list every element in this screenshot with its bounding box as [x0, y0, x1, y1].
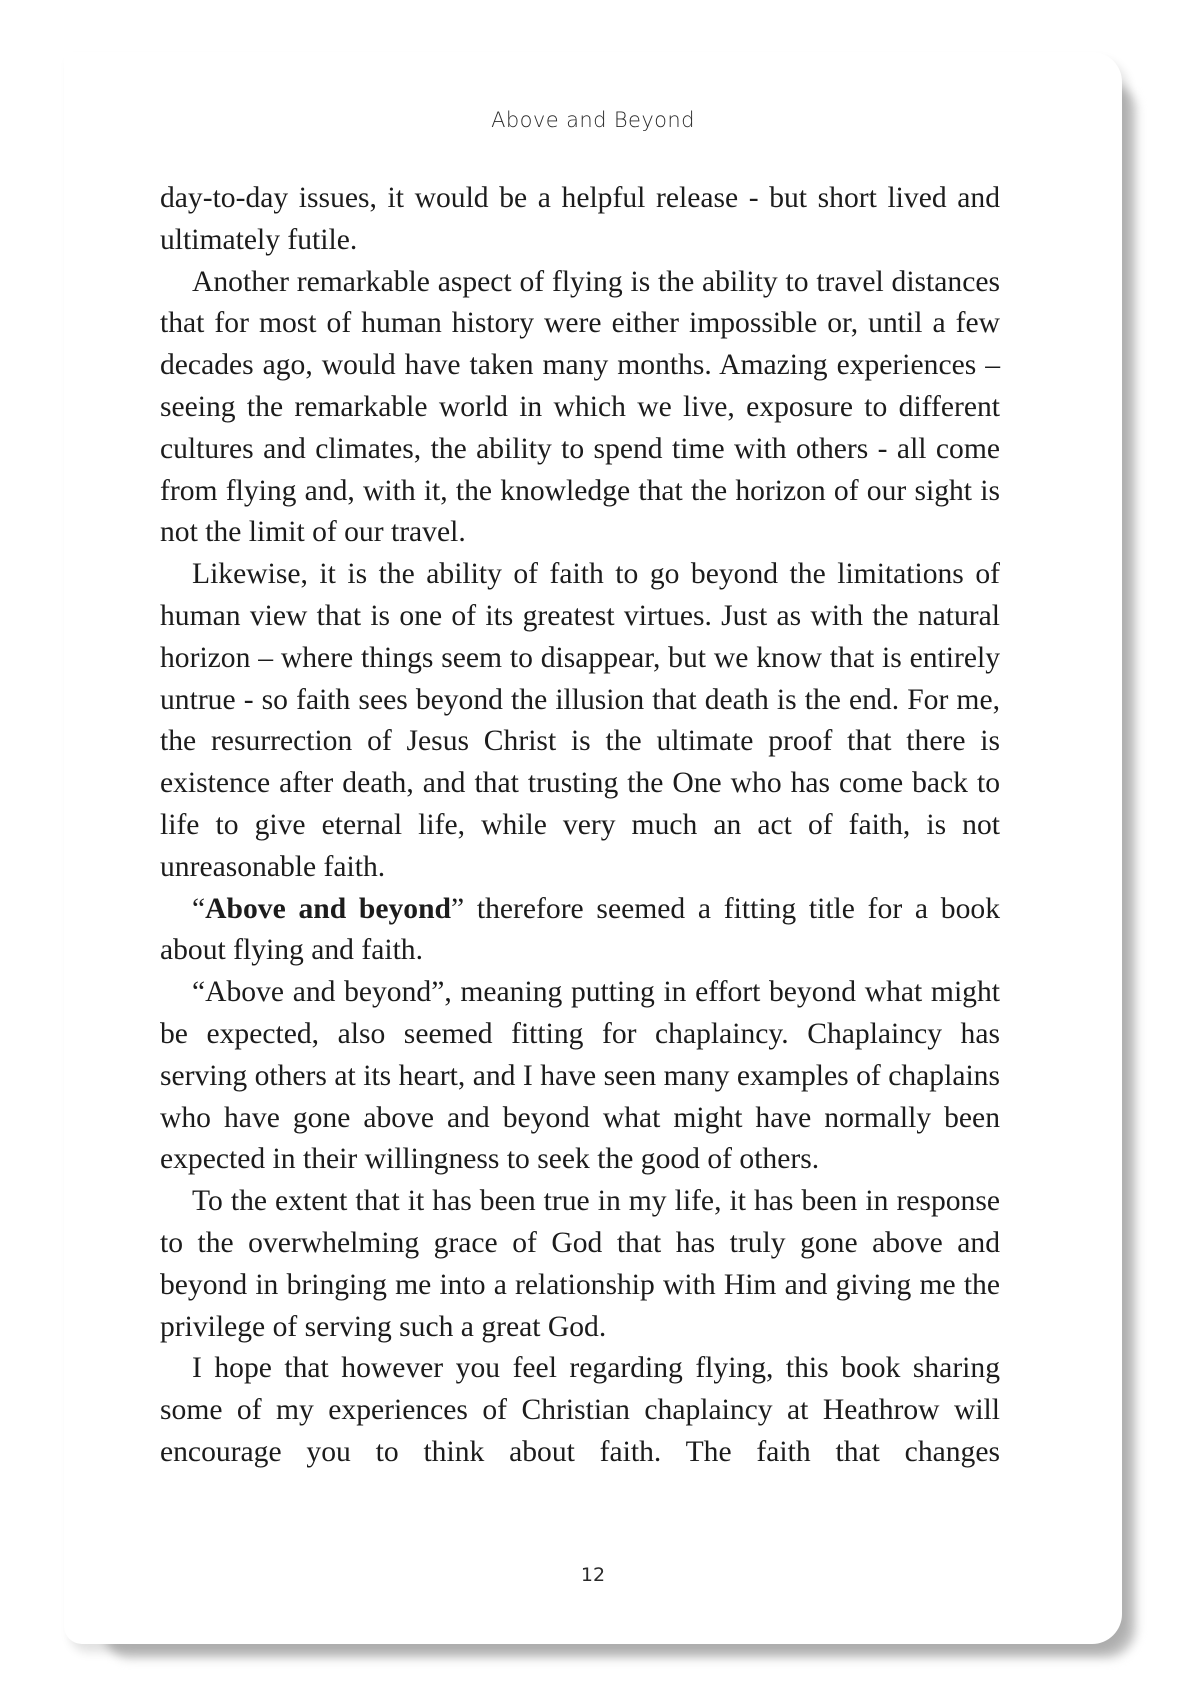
paragraph-1: day-to-day issues, it would be a helpful release - but short lived and ultimately futile.: [160, 182, 1000, 256]
paragraph-7: I hope that however you feel regarding flying, this book sharing some of my experiences of Christian chaplaincy at Heathrow will encourage you to think about faith. The faith that changes: [160, 1352, 1000, 1468]
paragraph-4: [160, 889, 1000, 973]
open-quote: “: [192, 892, 206, 925]
paragraph-6: To the extent that it has been true in my life, it has been in response to the overwhelming grace of God that has truly gone above and beyond in bringing me into a relationship with Him and giving me the privilege of serving such a great God.: [160, 1185, 1000, 1343]
paragraph-3: Likewise, it is the ability of faith to go beyond the limitations of human view that is one of its greatest virtues. Just as with the natural horizon – where things seem to disappear, but we know that is entirely untrue - so faith sees beyond the illusion that death is the end. For me, the resurrection of Jesus Christ is the ultimate proof that there is existence after death, and that trusting the One who has come back to life to give eternal life, while very much an act of faith, is not unreasonable faith.: [160, 558, 1000, 883]
page-number: 12: [580, 1564, 606, 1586]
paragraph-4-rest: ” therefore seemed a fitting title for a book about flying and faith.: [160, 892, 1000, 967]
running-head: Above and Beyond: [491, 108, 695, 132]
body-text: [160, 178, 1000, 1474]
book-page: [64, 52, 1122, 1644]
bold-title-phrase: Above and beyond: [205, 892, 452, 925]
paragraph-5: “Above and beyond”, meaning putting in effort beyond what might be expected, also seemed fitting for chaplaincy. Chaplaincy has serving others at its heart, and I have seen many examples of chaplains who have gone above and beyond what might have normally been expected in their willingness to seek the good of others.: [160, 976, 1000, 1176]
paragraph-2: Another remarkable aspect of flying is the ability to travel distances that for most of human history were either impossible or, until a few decades ago, would have taken many months. Amazing experiences – seeing the remarkable world in which we live, exposure to different cultures and climates, the ability to spend time with others - all come from flying and, with it, the knowledge that the horizon of our sight is not the limit of our travel.: [160, 265, 1000, 549]
